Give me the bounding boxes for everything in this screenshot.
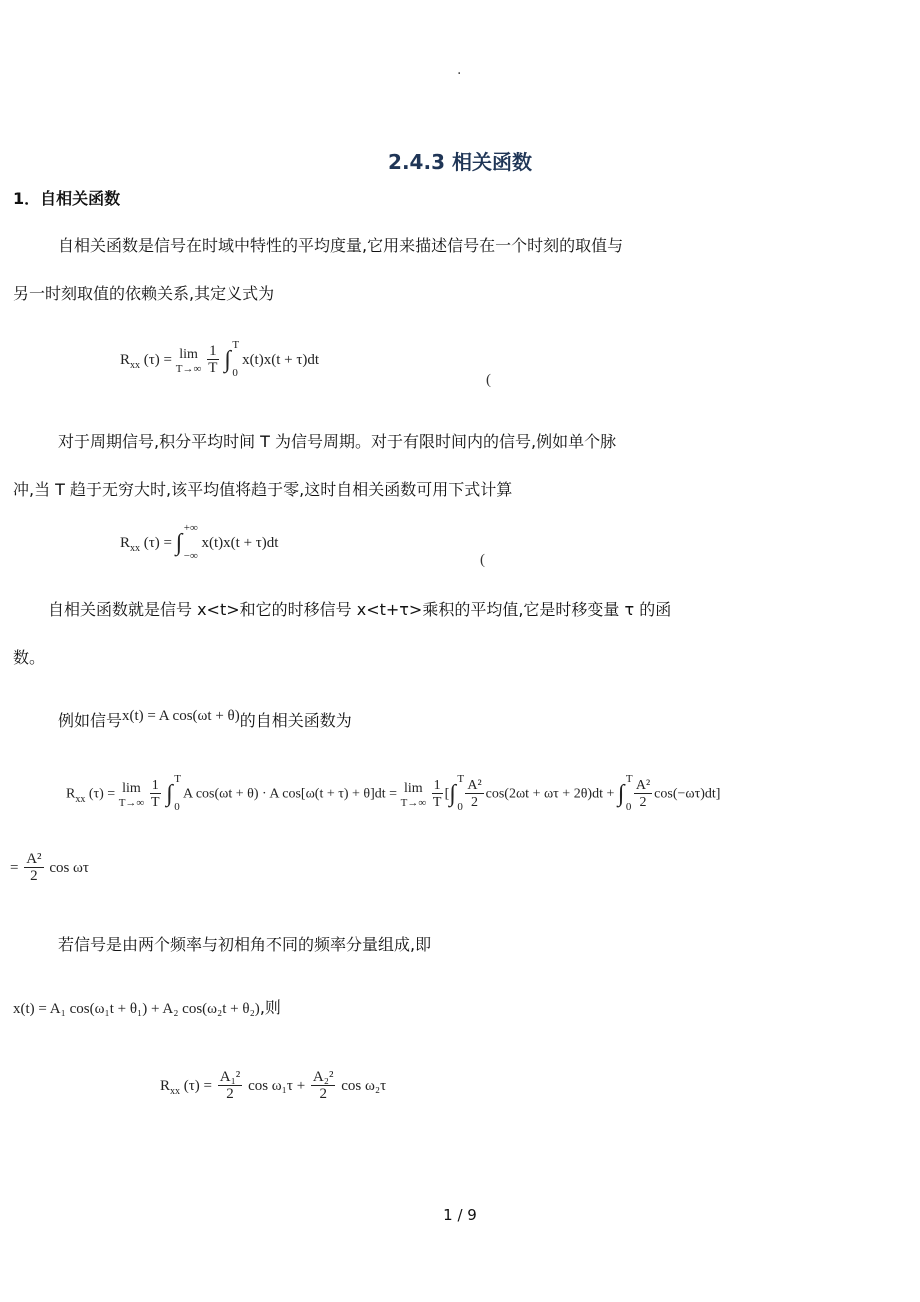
equation-cosine-result: = $\frac{\text{A²}}{2}$ cos ωτ (10, 851, 89, 884)
paragraph-1-line-1: 自相关函数是信号在时域中特性的平均度量,它用来描述信号在一个时刻的取值与 (58, 236, 624, 255)
page-number: 1 / 9 (443, 1206, 477, 1224)
paragraph-2-line-2: 冲,当 T 趋于无穷大时,该平均值将趋于零,这时自相关函数可用下式计算 (13, 480, 513, 499)
equation-cosine-autocorrelation: $R_{xx}$ (τ) = lim T→∞ $\frac{1}{T}$ ∫ T 0 A cos(ωt + θ) · A cos[ω(t + τ) + θ]dt = lim T→∞ $\frac{1}{T}$ [∫ T 0 $\frac{\text{A²}}{2}$ cos(2ωt + ωτ + 2θ)dt + ∫ T 0 $\frac{\text{A²}}{2}$ cos(−ωτ)dt] (66, 773, 721, 813)
signal-formula: x(t) = A cos(ωt + θ) (122, 708, 240, 724)
paragraph-2-line-1: 对于周期信号,积分平均时间 T 为信号周期。对于有限时间内的信号,例如单个脉 (58, 432, 617, 451)
equation-2-number: ( (480, 552, 485, 568)
equation-two-component-autocorrelation: $R_{xx}$ (τ) = $\frac{\text{A₁²}}{2}$ cos ω₁τ + $\frac{\text{A₂²}}{2}$ cos ω₂τ (160, 1069, 387, 1102)
paragraph-1-line-2: 另一时刻取值的依赖关系,其定义式为 (13, 284, 275, 303)
equation-1-number: ( (486, 372, 491, 388)
paragraph-5: 若信号是由两个频率与初相角不同的频率分量组成,即 (58, 935, 432, 954)
equation-autocorrelation-definition: $R_{xx}$ (τ) = lim T→∞ $\frac{1}{T}$ ∫ T 0 x(t)x(t + τ)dt (120, 339, 320, 379)
paragraph-3-line-1: 自相关函数就是信号 x<t>和它的时移信号 x<t+τ>乘积的平均值,它是时移变量 τ 的函 (48, 600, 672, 619)
two-component-signal: x(t) = A₁ cos(ω₁t + θ₁) + A₂ cos(ω₂t + θ₂),则 (13, 998, 281, 1017)
section-heading: 1．自相关函数 (13, 189, 121, 208)
paragraph-4-example: 例如信号x(t) = A cos(ωt + θ)的自相关函数为 (58, 708, 352, 730)
paragraph-3-line-2: 数。 (13, 648, 46, 667)
page-title: 2.4.3 相关函数 (388, 150, 532, 174)
equation-autocorrelation-energy: $R_{xx}$ (τ) = ∫ +∞ −∞ x(t)x(t + τ)dt (120, 522, 279, 562)
header-dot: . (457, 62, 462, 78)
